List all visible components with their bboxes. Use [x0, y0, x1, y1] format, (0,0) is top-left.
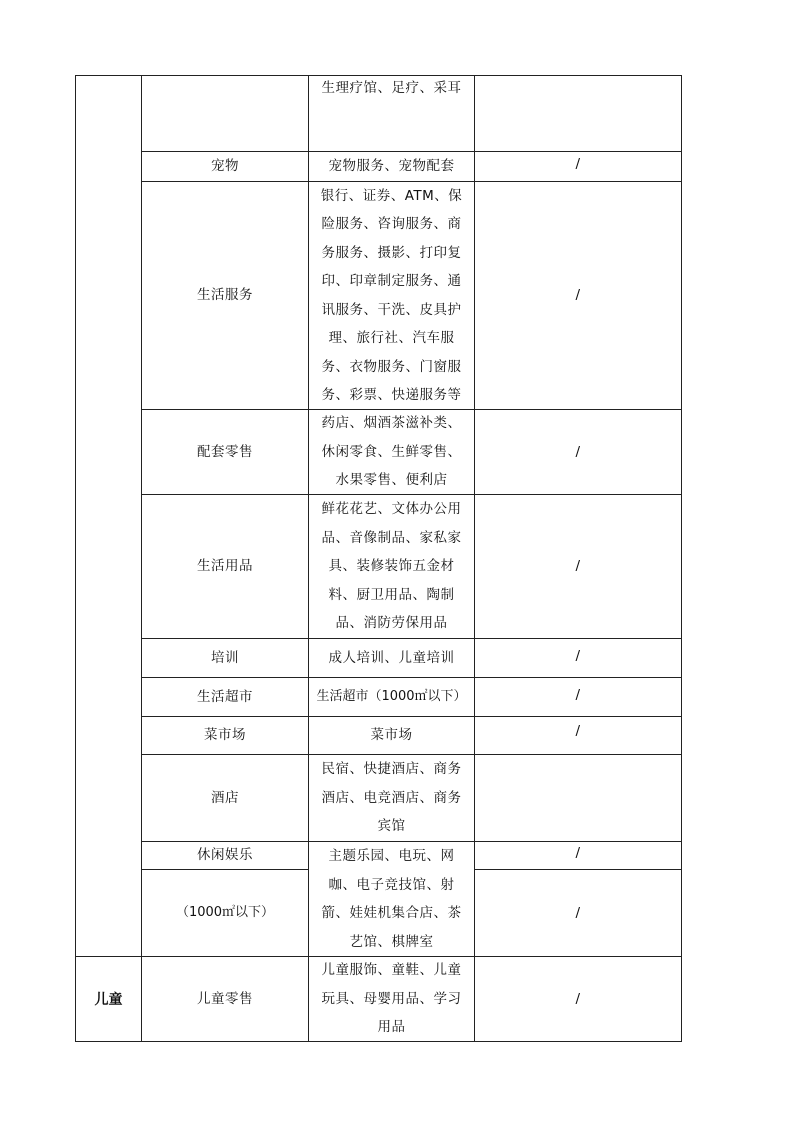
row4-note: / [575, 558, 581, 575]
row5-note: / [575, 647, 581, 664]
row0-items: 生理疗馆、足疗、采耳 [321, 80, 462, 96]
row4-category: 生活用品 [197, 558, 253, 575]
row4-items: 鲜花花艺、文体办公用品、音像制品、家私家具、装修装饰五金材料、厨卫用品、陶制品、消防劳保用品 [321, 501, 462, 632]
row7-note: / [575, 723, 581, 740]
row10-group: 儿童 [94, 992, 123, 1008]
row2-note: / [575, 287, 581, 304]
row6-items: 生活超市（1000㎡以下） [316, 688, 467, 704]
row8-items: 民宿、快捷酒店、商务酒店、电竞酒店、商务宾馆 [321, 761, 462, 835]
row9-items: 主题乐园、电玩、网咖、电子竞技馆、射箭、娃娃机集合店、茶艺馆、棋牌室 [321, 848, 462, 950]
row9-category: 休闲娱乐 [197, 847, 253, 864]
row5-items: 成人培训、儿童培训 [328, 649, 455, 666]
row6-category: 生活超市 [197, 688, 253, 705]
row1-note: / [575, 156, 581, 173]
row10-items: 儿童服饰、童鞋、儿童玩具、母婴用品、学习用品 [321, 962, 462, 1036]
row5-category: 培训 [211, 649, 239, 666]
row3-note: / [575, 443, 581, 460]
row1-items: 宠物服务、宠物配套 [328, 158, 455, 175]
row3-items: 药店、烟酒茶滋补类、休闲零食、生鲜零售、水果零售、便利店 [321, 415, 462, 489]
table-border-right [681, 75, 682, 1042]
row7-category: 菜市场 [204, 727, 246, 744]
row8-category: 酒店 [211, 789, 239, 806]
row10-note: / [575, 990, 581, 1007]
row7-items: 菜市场 [370, 727, 413, 744]
row10-category: 儿童零售 [197, 990, 253, 1007]
row2-items: 银行、证券、ATM、保险服务、咨询服务、商务服务、摄影、打印复印、印章制定服务、通讯服务、干洗、皮具护理、旅行社、汽车服务、衣物服务、门窗服务、彩票、快递服务等 [320, 187, 463, 403]
row1-category: 宠物 [211, 158, 239, 175]
row9-note: / [575, 904, 581, 921]
row9-note-top: / [575, 845, 581, 862]
row6-note: / [575, 686, 581, 703]
row2-category: 生活服务 [197, 287, 253, 304]
row3-category: 配套零售 [197, 443, 253, 460]
row9-category-sub: （1000㎡以下） [175, 904, 275, 920]
table-border-left [75, 75, 76, 1042]
